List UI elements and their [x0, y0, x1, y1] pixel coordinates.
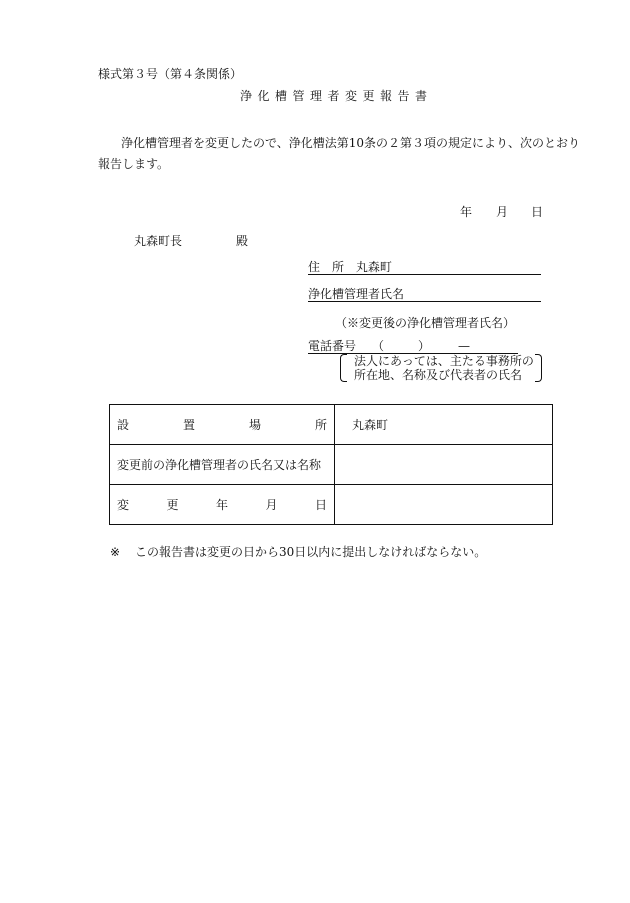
corp-note-right-bracket: [535, 354, 542, 382]
address-value: 丸森町: [355, 260, 392, 274]
date-month: 月: [496, 205, 509, 219]
table-row: [110, 485, 553, 525]
body-text-line2: 報告します。: [98, 157, 170, 171]
address-label: 住 所: [308, 260, 345, 274]
table-row: [110, 445, 553, 485]
footnote-mark: ※: [110, 545, 121, 559]
form-number: 様式第３号（第４条関係）: [98, 67, 243, 81]
phone-field[interactable]: [308, 339, 518, 354]
table-row: [110, 405, 553, 445]
date-day: 日: [531, 205, 544, 219]
phone-open-paren: （: [372, 339, 385, 353]
change-date-value[interactable]: [335, 485, 553, 525]
phone-label: 電話番号: [308, 339, 357, 353]
document-title: 浄化槽管理者変更報告書: [240, 89, 433, 103]
phone-close-paren: ）: [418, 339, 431, 353]
previous-manager-label: 変更前の浄化槽管理者の氏名又は名称: [110, 445, 335, 485]
phone-dash: —: [458, 339, 470, 353]
installation-place-value[interactable]: 丸森町: [335, 405, 553, 445]
recipient-honorific: 殿: [236, 234, 249, 248]
manager-name-field[interactable]: [308, 287, 541, 302]
manager-note: （※変更後の浄化槽管理者氏名）: [335, 316, 516, 330]
change-date-label: 変 更 年 月 日: [110, 485, 335, 525]
recipient-name: 丸森町長: [134, 234, 183, 248]
corp-note-line1: 法人にあっては、主たる事務所の: [354, 354, 534, 368]
report-table: [109, 404, 553, 525]
footnote-text: この報告書は変更の日から30日以内に提出しなければならない。: [135, 545, 487, 559]
corp-note-line2: 所在地、名称及び代表者の氏名: [354, 368, 523, 382]
address-field[interactable]: [308, 260, 541, 275]
installation-place-label: 設 置 場 所: [110, 405, 335, 445]
corp-note-left-bracket: [340, 354, 347, 382]
previous-manager-value[interactable]: [335, 445, 553, 485]
body-text-line1: 浄化槽管理者を変更したので、浄化槽法第10条の２第３項の規定により、次のとおり: [121, 136, 581, 150]
manager-name-label: 浄化槽管理者氏名: [308, 287, 405, 301]
date-year: 年: [460, 205, 473, 219]
